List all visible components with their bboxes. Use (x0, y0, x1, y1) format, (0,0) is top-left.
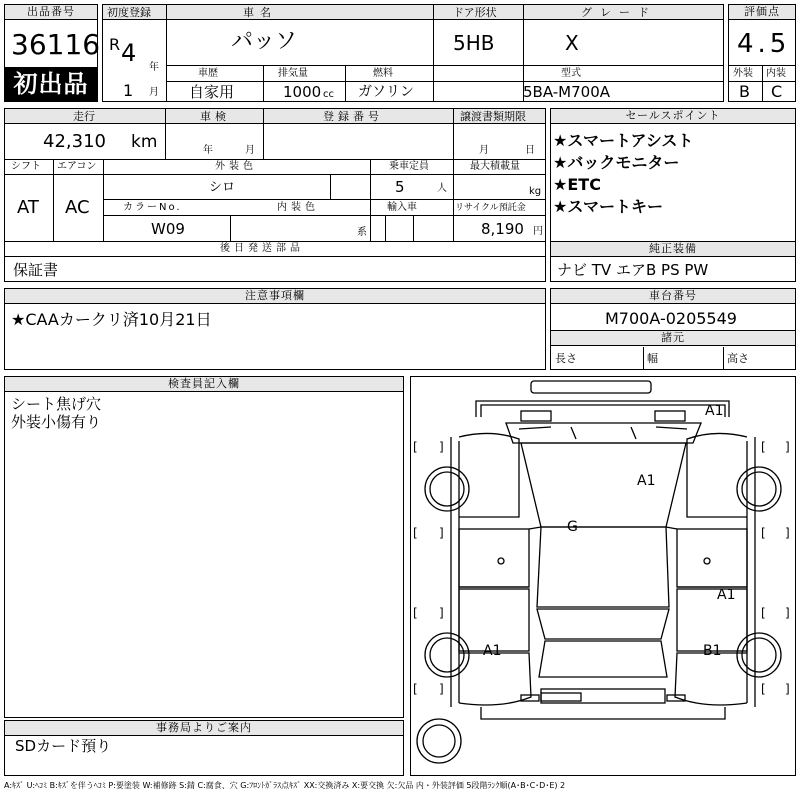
vehicle-info-box (102, 4, 724, 102)
transfer-label: 譲渡書類期限 (460, 110, 526, 123)
ac: AC (65, 197, 90, 218)
year-unit: 年 (149, 62, 159, 73)
selling-label: セールスポイント (551, 109, 795, 124)
bracket-fr-close: ] (785, 440, 790, 454)
inspect-label: 車検 (200, 110, 230, 123)
selling-point-1: ★スマートアシスト (553, 131, 694, 150)
grade-label: グレード (581, 6, 657, 19)
caution-text: ★CAAカークリ済10月21日 (11, 310, 212, 329)
caution-box (4, 288, 546, 370)
bracket-mr-open: [ (761, 526, 766, 540)
bracket-br-open: [ (761, 682, 766, 696)
car-diagram-box (410, 376, 796, 776)
color-no: W09 (151, 220, 185, 238)
shift-label: シフト (11, 161, 41, 172)
chassis-number: M700A-0205549 (605, 309, 737, 328)
inspector-box (4, 376, 404, 718)
score-box (728, 4, 796, 102)
capacity: 5 (395, 178, 405, 196)
score: 4.5 (737, 29, 791, 59)
disp-label: 排気量 (278, 68, 308, 79)
history-label: 車歴 (198, 68, 218, 79)
spec-height: 高さ (727, 352, 749, 365)
ins-year-unit: 年 (203, 145, 213, 156)
km-unit: km (131, 132, 158, 152)
spec-label: 諸元 (551, 331, 795, 346)
tr-day-unit: 日 (525, 145, 535, 156)
color-label: 外装色 (215, 161, 257, 172)
bracket-fl-open: [ (413, 440, 418, 454)
model: 5BA-M700A (523, 83, 611, 101)
shift: AT (17, 197, 39, 218)
bracket-fr-open: [ (761, 440, 766, 454)
spec-length: 長さ (555, 352, 577, 365)
history: 自家用 (189, 83, 235, 101)
reg-month: 1 (123, 81, 134, 100)
colorno-label: カラーNo. (123, 202, 182, 213)
bracket-fl-close: ] (439, 440, 444, 454)
load-unit: kg (529, 186, 542, 197)
damage-mark-left-rear: A1 (483, 643, 502, 659)
damage-mark-windshield: G (567, 519, 578, 535)
score-label: 評価点 (729, 5, 795, 20)
grade: X (565, 31, 579, 55)
ac-label: エアコン (57, 161, 97, 172)
bracket-ml-close: ] (439, 526, 444, 540)
tr-month-unit: 月 (479, 145, 489, 156)
color: シロ (209, 180, 236, 195)
ins-month-unit: 月 (245, 145, 255, 156)
chassis-label: 車台番号 (551, 289, 795, 304)
equipment: ナビ TV エアB PS PW (557, 261, 709, 279)
inspector-line-1: シート焦げ穴 (11, 395, 102, 413)
legend: A:ｷｽﾞ U:ﾍｺﾐ B:ｷｽﾞを伴うﾍｺﾐ P:要塗装 W:補修跡 S:錆 C:腐食、穴 G:ﾌﾛﾝﾄｶﾞﾗｽ点ｷｽﾞ XX:交換済み X:要交換 欠:欠品 内・外装評価 5段階ﾗﾝｸ順(A･B･C･D･E) 2 (4, 781, 566, 790)
recycle: 8,190 (481, 220, 524, 238)
bracket-ml-open: [ (413, 526, 418, 540)
lot-label: 出品番号 (5, 5, 97, 20)
office-label: 事務局よりご案内 (5, 721, 403, 736)
cc-unit: cc (323, 89, 334, 100)
office-box (4, 720, 404, 776)
intcolor-unit: 系 (357, 227, 367, 238)
cap-unit: 人 (437, 183, 447, 194)
door-label: ドア形状 (453, 6, 497, 19)
import-label: 輸入車 (387, 202, 417, 213)
door-type: 5HB (453, 31, 495, 55)
selling-point-3: ★ETC (553, 175, 601, 194)
load-label: 最大積載量 (470, 161, 520, 172)
displacement: 1000 (283, 83, 322, 101)
selling-point-2: ★バックモニター (553, 153, 680, 172)
bracket-rr-open: [ (761, 606, 766, 620)
selling-point-4: ★スマートキー (553, 197, 664, 216)
lot-number: 36116 (11, 28, 101, 61)
fuel: ガソリン (358, 84, 414, 100)
month-unit: 月 (149, 87, 159, 98)
int-grade: C (771, 82, 783, 101)
model-label: 型式 (561, 68, 581, 79)
cap-label: 乗車定員 (389, 161, 429, 172)
first-listing-badge: 初出品 (5, 67, 97, 101)
era: R (109, 35, 121, 54)
mileage: 42,310 (43, 131, 106, 152)
bracket-bl-close: ] (439, 682, 444, 696)
mileage-label: 走行 (73, 110, 95, 123)
damage-mark-front: A1 (705, 403, 724, 419)
bracket-rl-close: ] (439, 606, 444, 620)
int-label: 内装 (766, 68, 786, 79)
inspector-line-2: 外装小傷有り (11, 413, 102, 431)
reg-year: 4 (121, 39, 137, 67)
chassis-box (550, 288, 796, 370)
inspector-label: 検査員記入欄 (5, 377, 403, 392)
spec-width: 幅 (647, 352, 658, 365)
later-label: 後日発送部品 (220, 243, 304, 254)
name-label: 車名 (243, 6, 277, 19)
later-parts: 保証書 (13, 261, 59, 279)
regno-label: 登録番号 (323, 110, 383, 123)
details-box (4, 108, 546, 282)
yen-unit: 円 (533, 226, 543, 237)
selling-box (550, 108, 796, 282)
recycle-label: リサイクル預託金 (455, 203, 526, 213)
ext-label: 外装 (733, 68, 753, 79)
damage-mark-right-door: A1 (717, 587, 736, 603)
bracket-mr-close: ] (785, 526, 790, 540)
car-name: パッソ (231, 29, 298, 54)
office-text: SDカード預り (15, 737, 112, 755)
bracket-rr-close: ] (785, 606, 790, 620)
lot-box (4, 4, 101, 102)
reg-label: 初度登録 (107, 6, 151, 19)
bracket-rl-open: [ (413, 606, 418, 620)
equip-label: 純正装備 (551, 242, 795, 257)
ext-grade: B (739, 82, 750, 101)
damage-mark-hood: A1 (637, 473, 656, 489)
caution-label: 注意事項欄 (5, 289, 545, 304)
intcolor-label: 内装色 (277, 202, 319, 213)
fuel-label: 燃料 (373, 68, 393, 79)
car-diagram (411, 377, 795, 775)
bracket-br-close: ] (785, 682, 790, 696)
bracket-bl-open: [ (413, 682, 418, 696)
damage-mark-right-rear: B1 (703, 643, 722, 659)
